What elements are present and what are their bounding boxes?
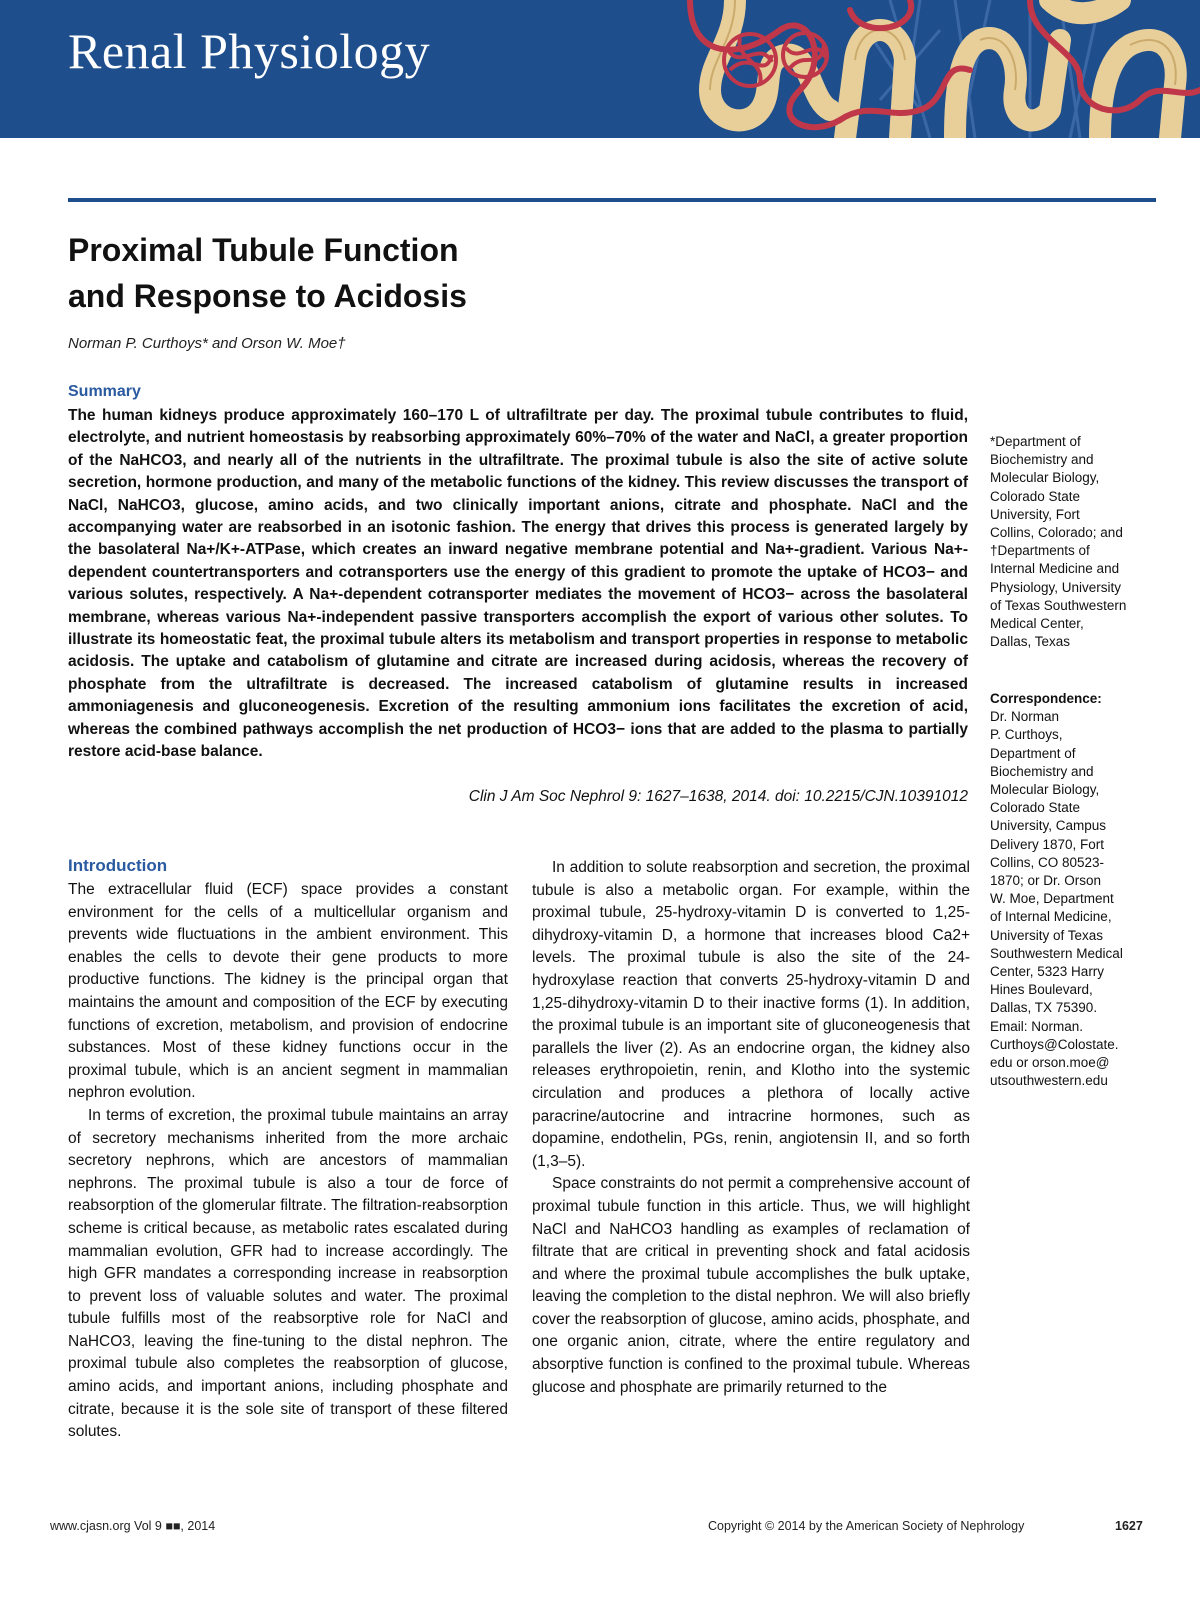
article-title-line-1: Proximal Tubule Function bbox=[68, 232, 459, 268]
citation-line: Clin J Am Soc Nephrol 9: 1627–1638, 2014. doi: 10.2215/CJN.10391012 bbox=[468, 788, 968, 805]
correspondence-line: Colorado State bbox=[990, 800, 1081, 816]
correspondence-line: Delivery 1870, Fort bbox=[990, 836, 1105, 852]
correspondence-line: 1870; or Dr. Orson bbox=[990, 873, 1102, 889]
affiliation-line: Medical Center, bbox=[990, 616, 1084, 632]
page-number: 1627 bbox=[1115, 1519, 1143, 1533]
correspondence-line: Dallas, TX 75390. bbox=[990, 1000, 1098, 1016]
affiliation-line: Colorado State bbox=[990, 488, 1081, 504]
correspondence-email-line[interactable]: Curthoys@Colostate. bbox=[990, 1036, 1119, 1052]
correspondence-line: Hines Boulevard, bbox=[990, 982, 1093, 998]
correspondence-line: P. Curthoys, bbox=[990, 727, 1063, 743]
article-title bbox=[68, 227, 768, 319]
correspondence-line: Biochemistry and bbox=[990, 763, 1094, 779]
affiliation-line: of Texas Southwestern bbox=[990, 597, 1127, 613]
correspondence-line: Department of bbox=[990, 745, 1076, 761]
correspondence-heading: Correspondence: bbox=[990, 691, 1102, 706]
affiliation-line: †Departments of bbox=[990, 543, 1090, 559]
correspondence-line: W. Moe, Department bbox=[990, 891, 1114, 907]
correspondence-line: University of Texas bbox=[990, 927, 1104, 943]
affiliation-line: Internal Medicine and bbox=[990, 561, 1120, 577]
correspondence-line: Molecular Biology, bbox=[990, 782, 1100, 798]
summary-text: The human kidneys produce approximately 160–170 L of ultrafiltrate per day. The proximal tubule contributes to fluid, electrolyte, and nutrient homeostasis by reabsorbing approximately 60%–70% of the water and NaCl, a greater proportion of the NaHCO3, and nearly all of the nutrients in the ultrafiltrate. The proximal tubule is also the site of active solute secretion, hormone production, and many of the metabolic functions of the kidney. This review discusses the transport of NaCl, NaHCO3, glucose, amino acids, and two clinically important anions, citrate and phosphate. NaCl and the accompanying water are reabsorbed in an isotonic fashion. The energy that drives this process is generated largely by the basolateral Na+/K+-ATPase, which creates an inward negative membrane potential and Na+-gradient. Various Na+-dependent countertransporters and cotransporters use the energy of this gradient to promote the uptake of HCO3− and various solutes, respectively. A Na+-dependent cotransporter mediates the movement of HCO3− across the basolateral membrane, whereas various Na+-independent passive transporters accomplish the export of various other solutes. To illustrate its homeostatic feat, the proximal tubule alters its metabolism and transport properties in response to metabolic acidosis. The uptake and catabolism of glutamine and citrate are increased during acidosis, whereas the recovery of phosphate from the ultrafiltrate is decreased. The increased catabolism of glutamine results in increased ammoniagenesis and gluconeogenesis. Excretion of the resulting ammonium ions facilitates the excretion of acid, whereas the combined pathways accomplish the net production of HCO3− ions that are added to the plasma to partially restore acid-base balance. bbox=[68, 407, 968, 761]
author-list: Norman P. Curthoys* and Orson W. Moe† bbox=[68, 335, 346, 352]
header-rule bbox=[68, 198, 1156, 202]
footer-journal-info: www.cjasn.org Vol 9 ■■, 2014 bbox=[50, 1519, 216, 1533]
intro-column-right bbox=[532, 857, 970, 1399]
affiliation-line: Molecular Biology, bbox=[990, 470, 1100, 486]
correspondence-line: Collins, CO 80523- bbox=[990, 854, 1105, 870]
affiliation-line: Collins, Colorado; and bbox=[990, 525, 1123, 541]
affiliation-line: Biochemistry and bbox=[990, 452, 1094, 468]
introduction-heading: Introduction bbox=[68, 856, 168, 875]
correspondence-line: Center, 5323 Harry bbox=[990, 964, 1105, 980]
journal-banner bbox=[0, 0, 1200, 138]
journal-section-title: Renal Physiology bbox=[68, 23, 431, 79]
affiliation-line: Physiology, University bbox=[990, 579, 1122, 595]
correspondence-line: of Internal Medicine, bbox=[990, 909, 1112, 925]
intro-paragraph: The extracellular fluid (ECF) space provides a constant environment for the cells of a multicellular organism and prevents wide fluctuations in the ambient environment. This enables the cells to devote their gene products to more productive functions. The kidney is the principal organ that maintains the amount and composition of the ECF by executing functions of excretion, metabolism, and provision of endocrine substances. Most of these kidney functions occur in the proximal tubule, which is an ancient segment in mammalian nephron evolution. bbox=[68, 881, 508, 1102]
summary-heading: Summary bbox=[68, 383, 141, 400]
affiliation-line: University, Fort bbox=[990, 506, 1080, 522]
correspondence-line: Dr. Norman bbox=[990, 709, 1060, 725]
nephron-illustration bbox=[560, 0, 1200, 138]
correspondence-block bbox=[990, 690, 1175, 1090]
correspondence-email-line[interactable]: Email: Norman. bbox=[990, 1018, 1084, 1034]
intro-column-left bbox=[68, 855, 508, 1444]
affiliation-line: *Department of bbox=[990, 434, 1081, 449]
affiliation-line: Dallas, Texas bbox=[990, 634, 1071, 650]
correspondence-line: Southwestern Medical bbox=[990, 945, 1123, 961]
affiliations bbox=[990, 433, 1175, 651]
correspondence-email-line[interactable]: edu or orson.moe@ bbox=[990, 1055, 1110, 1071]
footer-copyright: Copyright © 2014 by the American Society of Nephrology bbox=[708, 1519, 1025, 1533]
intro-paragraph: Space constraints do not permit a comprehensive account of proximal tubule function in this article. Thus, we will highlight NaCl and NaHCO3 handling as examples of reclamation of filtrate that are critical in preventing shock and fatal acidosis and where the proximal tubule accomplishes the bulk uptake, leaving the completion to the distal nephron. We will also briefly cover the reabsorption of glucose, amino acids, phosphate, and one organic anion, citrate, where the entire regulatory and absorptive function is confined to the proximal tubule. Whereas glucose and phosphate are primarily returned to the bbox=[532, 1175, 970, 1396]
correspondence-email-line[interactable]: utsouthwestern.edu bbox=[990, 1073, 1108, 1089]
correspondence-line: University, Campus bbox=[990, 818, 1107, 834]
article-title-line-2: and Response to Acidosis bbox=[68, 278, 467, 314]
intro-paragraph: In terms of excretion, the proximal tubule maintains an array of secretory mechanisms inherited from the more archaic secretory nephrons, which are ancestors of mammalian nephrons. The proximal tubule is also a tour de force of reabsorption of the glomerular filtrate. The filtration-reabsorption scheme is critical because, as metabolic rates escalated during mammalian evolution, GFR had to increase accordingly. The high GFR mandates a corresponding increase in reabsorption to prevent loss of valuable solutes and water. The proximal tubule fulfills most of the reabsorptive role for NaCl and NaHCO3, leaving the fine-tuning to the distal nephron. The proximal tubule also completes the reabsorption of glucose, amino acids, and important anions, including phosphate and citrate, because it is the sole site of transport of these filtered solutes. bbox=[68, 1106, 508, 1441]
intro-paragraph: In addition to solute reabsorption and secretion, the proximal tubule is also a metabolic organ. For example, within the proximal tubule, 25-hydroxy-vitamin D is converted to 1,25-dihydroxy-vitamin D, a hormone that increases blood Ca2+ levels. The proximal tubule is also the site of the 24-hydroxylase reaction that converts 25-hydroxy-vitamin D and 1,25-dihydroxy-vitamin D to their inactive forms (1). In addition, the proximal tubule is an important site of gluconeogenesis that parallels the liver (2). As an endocrine organ, the kidney also releases erythropoietin, renin, and Klotho into the systemic circulation and produces a plethora of locally active paracrine/autocrine and intracrine hormones, such as dopamine, endothelin, PGs, renin, angiotensin II, and so forth (1,3–5). bbox=[532, 859, 970, 1170]
